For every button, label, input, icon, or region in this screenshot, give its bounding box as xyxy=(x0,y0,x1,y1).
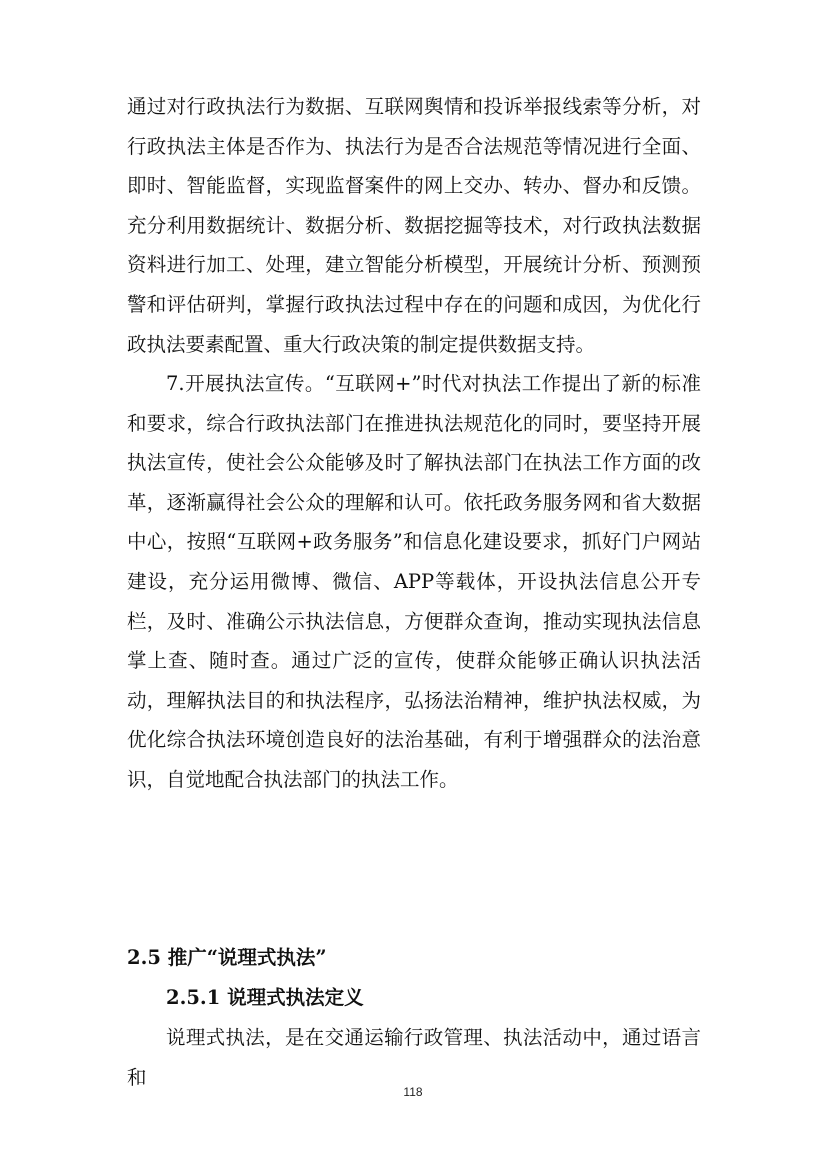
subsection-heading: 2.5.1 说理式执法定义 xyxy=(166,986,364,1009)
body-paragraph-definition: 说理式执法，是在交通运输行政管理、执法活动中，通过语言和 xyxy=(127,1026,701,1089)
page-number: 118 xyxy=(403,1085,423,1099)
body-paragraph-supervision: 通过对行政执法行为数据、互联网舆情和投诉举报线索等分析，对行政执法主体是否作为、执法行为是否合法规范等情况进行全面、即时、智能监督，实现监督案件的网上交办、转办、督办和反馈。充分利用数据统计、数据分析、数据挖掘等技术，对行政执法数据资料进行加工、处理，建立智能分析模型，开展统计分析、预测预警和评估研判，掌握行政执法过程中存在的问题和成因，为优化行政执法要素配置、重大行政决策的制定提供数据支持。 xyxy=(127,95,701,356)
section-heading: 2.5 推广“说理式执法” xyxy=(127,946,327,969)
body-paragraph-publicity: 7.开展执法宣传。“互联网+”时代对执法工作提出了新的标准和要求，综合行政执法部门在推进执法规范化的同时，要坚持开展执法宣传，使社会公众能够及时了解执法部门在执法工作方面的改革，逐渐赢得社会公众的理解和认可。依托政务服务网和省大数据中心，按照“互联网+政务服务”和信息化建设要求，抓好门户网站建设，充分运用微博、微信、APP等载体，开设执法信息公开专栏，及时、准确公示执法信息，方便群众查询，推动实现执法信息掌上查、随时查。通过广泛的宣传，使群众能够正确认识执法活动，理解执法目的和执法程序，弘扬法治精神，维护执法权威，为优化综合执法环境创造良好的法治基础，有利于增强群众的法治意识，自觉地配合执法部门的执法工作。 xyxy=(127,372,701,791)
